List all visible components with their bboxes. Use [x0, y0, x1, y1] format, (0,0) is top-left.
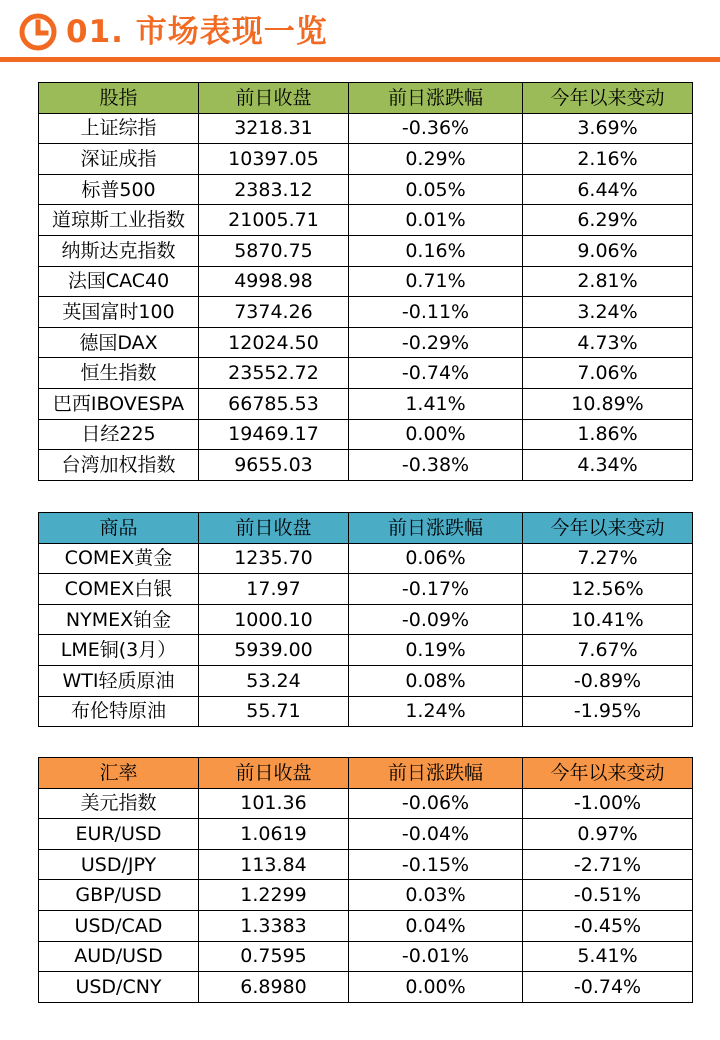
column-header: 前日收盘	[199, 83, 349, 114]
section-header: 汇率	[39, 758, 199, 789]
name-cell: AUD/USD	[39, 941, 199, 972]
ytd-cell: 7.67%	[523, 635, 693, 666]
change-cell: 0.29%	[349, 144, 523, 175]
indices-table	[38, 82, 693, 481]
name-cell: LME铜(3月）	[39, 635, 199, 666]
close-cell: 19469.17	[199, 419, 349, 450]
column-header: 前日收盘	[199, 513, 349, 544]
change-cell: 1.41%	[349, 388, 523, 419]
table-row	[39, 543, 693, 574]
name-cell: USD/CAD	[39, 910, 199, 941]
ytd-cell: -0.89%	[523, 665, 693, 696]
name-cell: USD/JPY	[39, 849, 199, 880]
change-cell: 0.03%	[349, 880, 523, 911]
close-cell: 1000.10	[199, 604, 349, 635]
ytd-cell: 12.56%	[523, 574, 693, 605]
name-cell: 纳斯达克指数	[39, 235, 199, 266]
table-row	[39, 696, 693, 727]
change-cell: -0.06%	[349, 788, 523, 819]
fx-table	[38, 757, 693, 1003]
close-cell: 2383.12	[199, 174, 349, 205]
change-cell: 0.06%	[349, 543, 523, 574]
table-row	[39, 327, 693, 358]
close-cell: 1.3383	[199, 910, 349, 941]
close-cell: 66785.53	[199, 388, 349, 419]
close-cell: 5870.75	[199, 235, 349, 266]
page-header	[0, 0, 720, 60]
name-cell: 德国DAX	[39, 327, 199, 358]
table-row	[39, 941, 693, 972]
column-header: 前日收盘	[199, 758, 349, 789]
table-row	[39, 358, 693, 389]
ytd-cell: 9.06%	[523, 235, 693, 266]
table-row	[39, 788, 693, 819]
ytd-cell: 10.89%	[523, 388, 693, 419]
ytd-cell: 6.44%	[523, 174, 693, 205]
table-header-row	[39, 513, 693, 544]
commodities-table	[38, 512, 693, 727]
table-row	[39, 144, 693, 175]
table-row	[39, 450, 693, 481]
name-cell: 上证综指	[39, 113, 199, 144]
column-header: 今年以来变动	[523, 758, 693, 789]
section-header: 商品	[39, 513, 199, 544]
table-row	[39, 604, 693, 635]
ytd-cell: 10.41%	[523, 604, 693, 635]
table-row	[39, 174, 693, 205]
close-cell: 23552.72	[199, 358, 349, 389]
column-header: 今年以来变动	[523, 83, 693, 114]
table-row	[39, 910, 693, 941]
close-cell: 9655.03	[199, 450, 349, 481]
change-cell: -0.36%	[349, 113, 523, 144]
table-row	[39, 665, 693, 696]
name-cell: 巴西IBOVESPA	[39, 388, 199, 419]
ytd-cell: -0.51%	[523, 880, 693, 911]
table-header-row	[39, 758, 693, 789]
change-cell: 0.05%	[349, 174, 523, 205]
change-cell: 1.24%	[349, 696, 523, 727]
close-cell: 6.8980	[199, 972, 349, 1003]
ytd-cell: -1.95%	[523, 696, 693, 727]
ytd-cell: 7.06%	[523, 358, 693, 389]
close-cell: 113.84	[199, 849, 349, 880]
name-cell: GBP/USD	[39, 880, 199, 911]
ytd-cell: 3.69%	[523, 113, 693, 144]
close-cell: 4998.98	[199, 266, 349, 297]
change-cell: -0.04%	[349, 819, 523, 850]
change-cell: 0.19%	[349, 635, 523, 666]
name-cell: COMEX黄金	[39, 543, 199, 574]
clock-icon	[18, 12, 58, 52]
ytd-cell: 4.73%	[523, 327, 693, 358]
table-row	[39, 266, 693, 297]
close-cell: 5939.00	[199, 635, 349, 666]
change-cell: -0.15%	[349, 849, 523, 880]
table-row	[39, 297, 693, 328]
name-cell: 台湾加权指数	[39, 450, 199, 481]
column-header: 前日涨跌幅	[349, 83, 523, 114]
close-cell: 53.24	[199, 665, 349, 696]
close-cell: 1.0619	[199, 819, 349, 850]
name-cell: 布伦特原油	[39, 696, 199, 727]
title-divider	[0, 57, 720, 62]
page-title: 01. 市场表现一览	[66, 14, 328, 50]
ytd-cell: -1.00%	[523, 788, 693, 819]
table-row	[39, 388, 693, 419]
column-header: 今年以来变动	[523, 513, 693, 544]
close-cell: 17.97	[199, 574, 349, 605]
change-cell: -0.74%	[349, 358, 523, 389]
close-cell: 101.36	[199, 788, 349, 819]
table-row	[39, 880, 693, 911]
name-cell: WTI轻质原油	[39, 665, 199, 696]
name-cell: 标普500	[39, 174, 199, 205]
name-cell: COMEX白银	[39, 574, 199, 605]
name-cell: NYMEX铂金	[39, 604, 199, 635]
ytd-cell: -2.71%	[523, 849, 693, 880]
name-cell: 英国富时100	[39, 297, 199, 328]
ytd-cell: 6.29%	[523, 205, 693, 236]
ytd-cell: -0.74%	[523, 972, 693, 1003]
table-row	[39, 205, 693, 236]
name-cell: 美元指数	[39, 788, 199, 819]
close-cell: 0.7595	[199, 941, 349, 972]
change-cell: 0.00%	[349, 972, 523, 1003]
close-cell: 1235.70	[199, 543, 349, 574]
change-cell: 0.08%	[349, 665, 523, 696]
ytd-cell: 0.97%	[523, 819, 693, 850]
ytd-cell: 2.81%	[523, 266, 693, 297]
change-cell: -0.01%	[349, 941, 523, 972]
name-cell: USD/CNY	[39, 972, 199, 1003]
change-cell: 0.00%	[349, 419, 523, 450]
change-cell: -0.11%	[349, 297, 523, 328]
table-row	[39, 972, 693, 1003]
change-cell: -0.38%	[349, 450, 523, 481]
ytd-cell: 5.41%	[523, 941, 693, 972]
table-row	[39, 235, 693, 266]
table-row	[39, 849, 693, 880]
change-cell: 0.04%	[349, 910, 523, 941]
ytd-cell: 3.24%	[523, 297, 693, 328]
table-row	[39, 113, 693, 144]
change-cell: 0.71%	[349, 266, 523, 297]
ytd-cell: -0.45%	[523, 910, 693, 941]
change-cell: 0.01%	[349, 205, 523, 236]
table-row	[39, 574, 693, 605]
name-cell: EUR/USD	[39, 819, 199, 850]
name-cell: 法国CAC40	[39, 266, 199, 297]
ytd-cell: 2.16%	[523, 144, 693, 175]
table-row	[39, 419, 693, 450]
change-cell: -0.09%	[349, 604, 523, 635]
change-cell: -0.17%	[349, 574, 523, 605]
close-cell: 10397.05	[199, 144, 349, 175]
name-cell: 道琼斯工业指数	[39, 205, 199, 236]
close-cell: 12024.50	[199, 327, 349, 358]
table-row	[39, 819, 693, 850]
close-cell: 3218.31	[199, 113, 349, 144]
ytd-cell: 4.34%	[523, 450, 693, 481]
column-header: 前日涨跌幅	[349, 758, 523, 789]
change-cell: 0.16%	[349, 235, 523, 266]
section-header: 股指	[39, 83, 199, 114]
name-cell: 日经225	[39, 419, 199, 450]
close-cell: 55.71	[199, 696, 349, 727]
ytd-cell: 7.27%	[523, 543, 693, 574]
name-cell: 深证成指	[39, 144, 199, 175]
change-cell: -0.29%	[349, 327, 523, 358]
column-header: 前日涨跌幅	[349, 513, 523, 544]
close-cell: 1.2299	[199, 880, 349, 911]
table-row	[39, 635, 693, 666]
table-header-row	[39, 83, 693, 114]
ytd-cell: 1.86%	[523, 419, 693, 450]
name-cell: 恒生指数	[39, 358, 199, 389]
close-cell: 21005.71	[199, 205, 349, 236]
close-cell: 7374.26	[199, 297, 349, 328]
